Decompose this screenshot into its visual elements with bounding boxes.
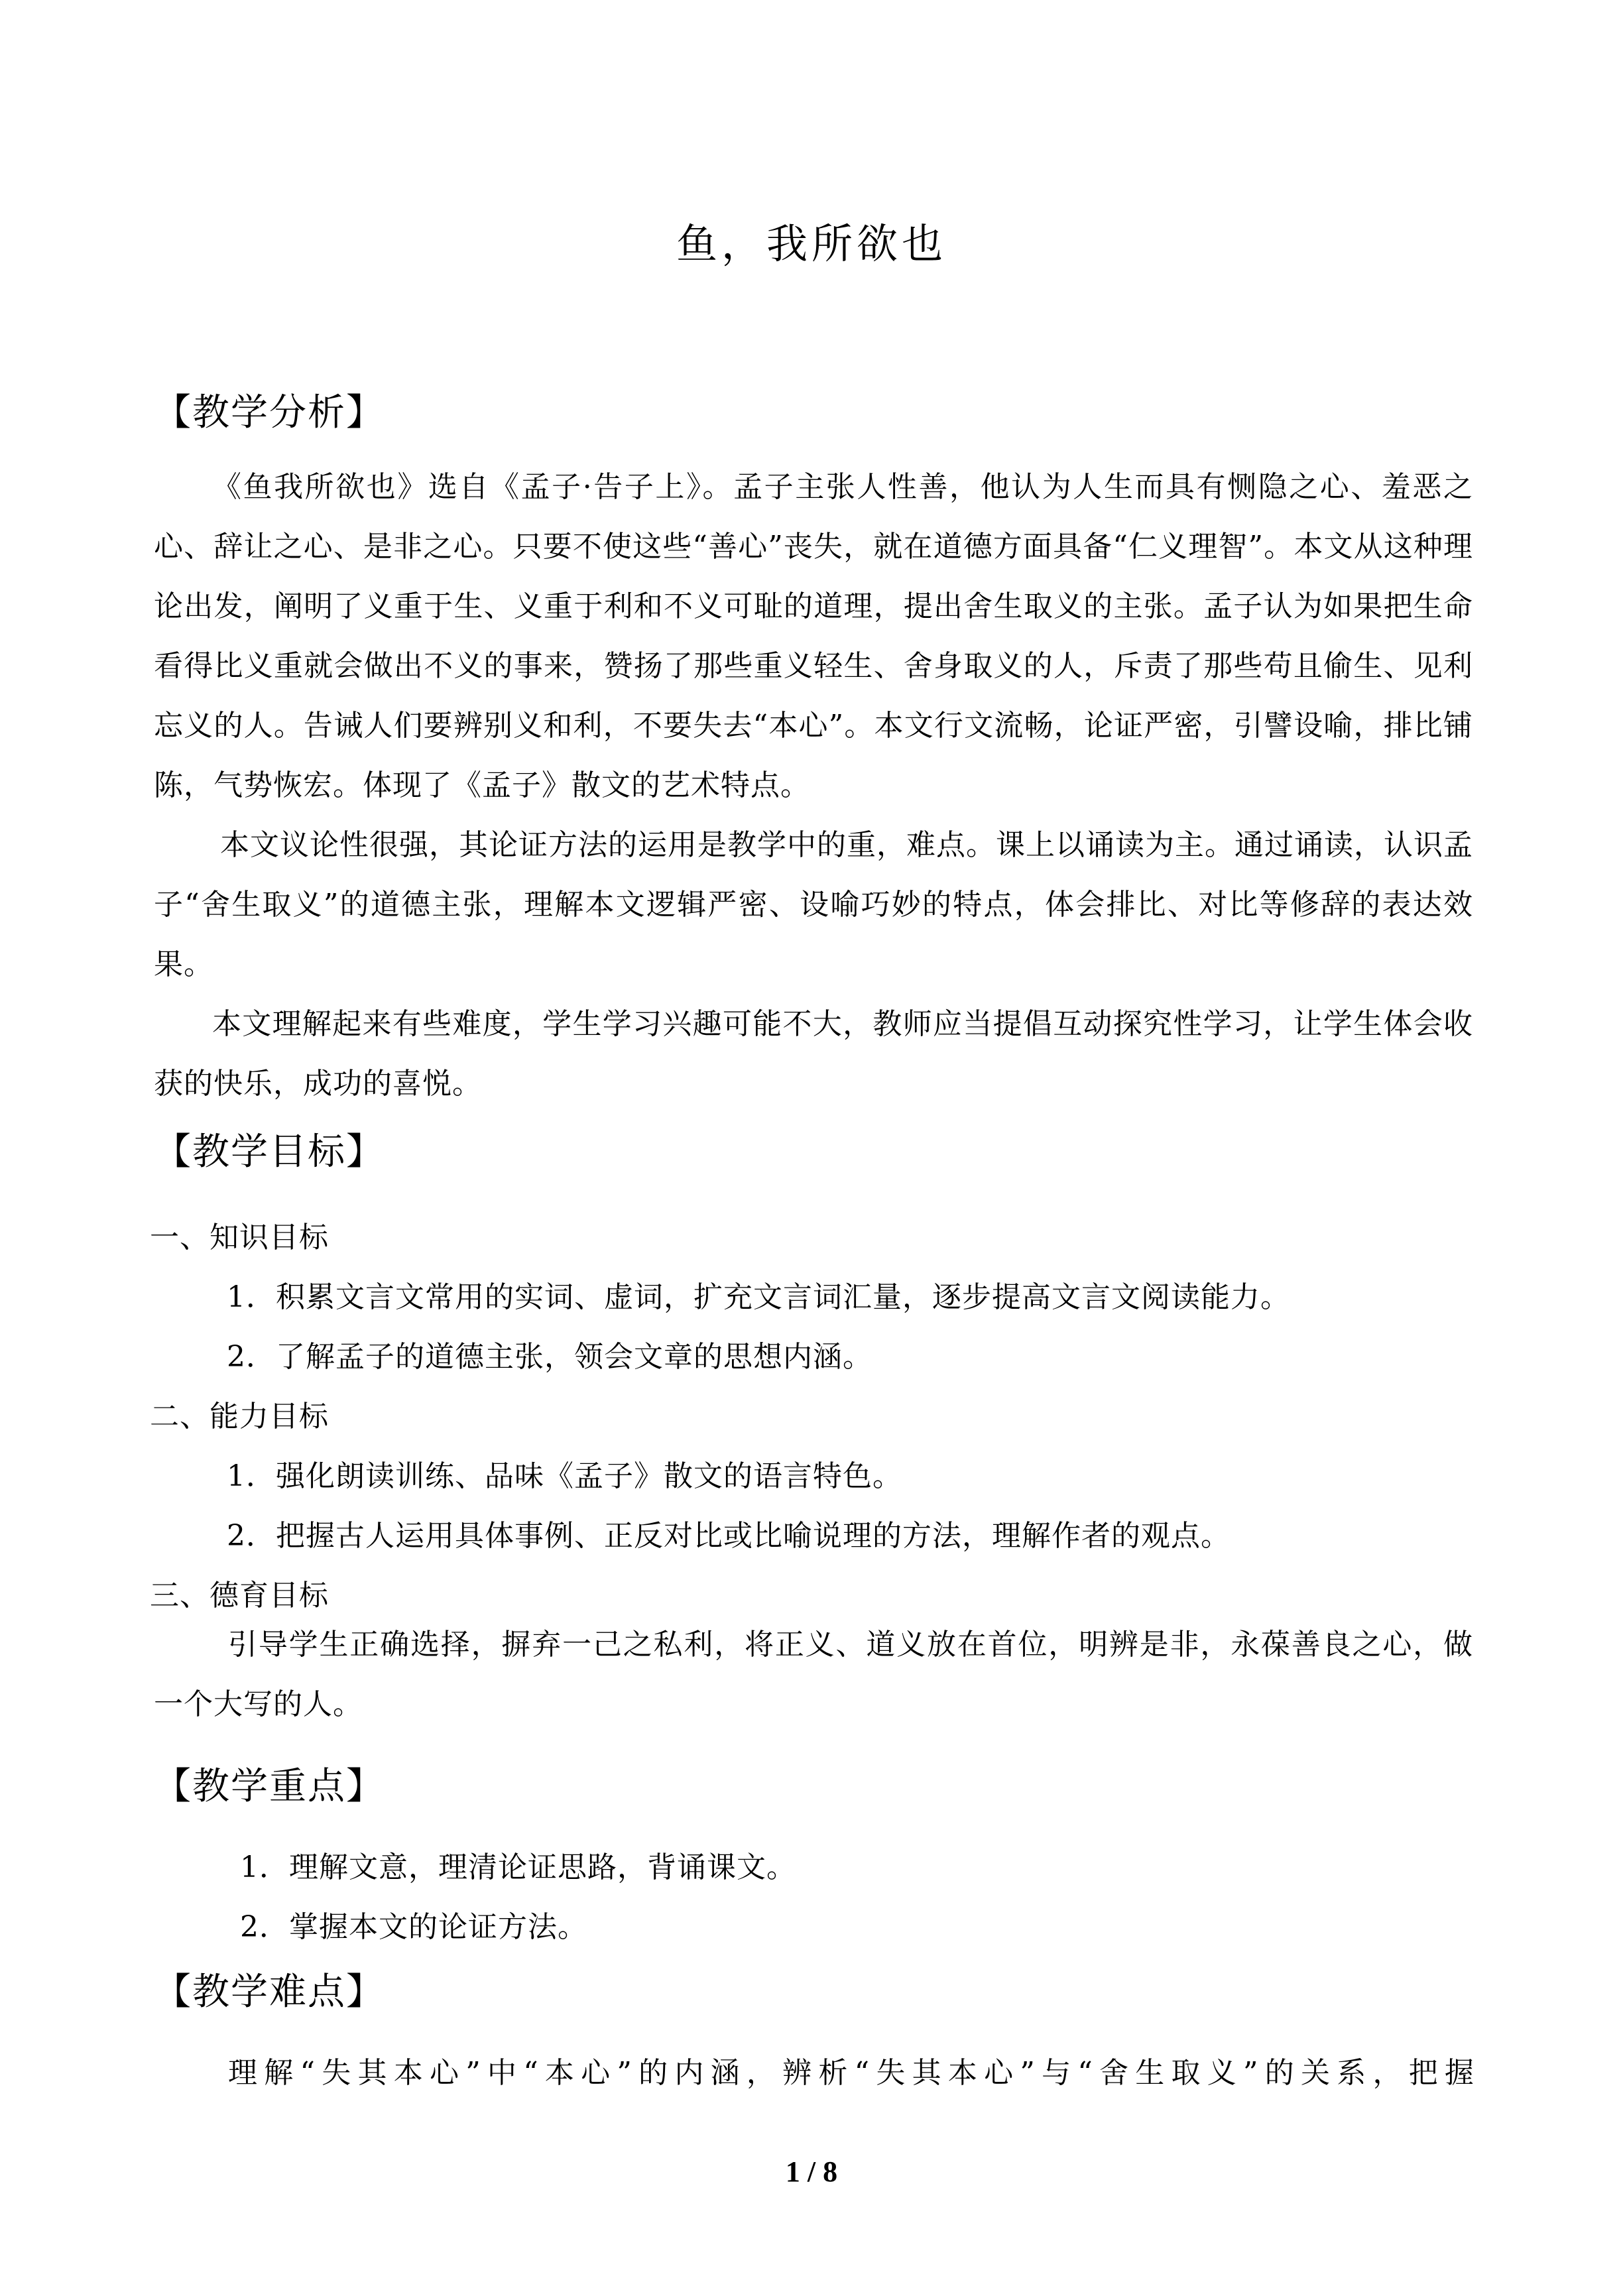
analysis-paragraph-3: 本文理解起来有些难度，学生学习兴趣可能不大，教师应当提倡互动探究性学习，让学生体会收获的快乐，成功的喜悦。 (154, 1007, 1473, 1101)
knowledge-goal-title: 一、知识目标 (150, 1221, 329, 1254)
analysis-paragraph-1: 《鱼我所欲也》选自《孟子·告子上》。孟子主张人性善，他认为人生而具有恻隐之心、羞恶之心、辞让之心、是非之心。只要不使这些“善心”丧失，就在道德方面具备“仁义理智”。本文从这种理论出发，阐明了义重于生、义重于利和不义可耻的道理，提出舍生取义的主张。孟子认为如果把生命看得比义重就会做出不义的事来，赞扬了那些重义轻生、舍身取义的人，斥责了那些苟且偷生、见利忘义的人。告诫人们要辨别义和利，不要失去“本心”。本文行文流畅，论证严密，引譬设喻，排比铺陈，气势恢宏。体现了《孟子》散文的艺术特点。 (154, 470, 1473, 802)
section-heading-keypoints: 【教学重点】 (154, 1765, 385, 1808)
section-heading-difficulties: 【教学难点】 (154, 1970, 385, 2014)
keypoint-item-2: 2．掌握本文的论证方法。 (240, 1910, 587, 1944)
ability-goal-title: 二、能力目标 (150, 1400, 329, 1433)
section-heading-analysis: 【教学分析】 (154, 391, 385, 434)
ability-goal-item-2: 2．把握古人运用具体事例、正反对比或比喻说理的方法，理解作者的观点。 (227, 1519, 1231, 1553)
page-title: 鱼，我所欲也 (676, 219, 947, 268)
analysis-paragraph-2: 本文议论性很强，其论证方法的运用是教学中的重，难点。课上以诵读为主。通过诵读，认识孟子“舍生取义”的道德主张，理解本文逻辑严密、设喻巧妙的特点，体会排比、对比等修辞的表达效果。 (154, 828, 1473, 981)
knowledge-goal-item-1: 1．积累文言文常用的实词、虚词，扩充文言词汇量，逐步提高文言文阅读能力。 (227, 1280, 1290, 1314)
moral-goal-text: 引导学生正确选择，摒弃一己之私利，将正义、道义放在首位，明辨是非，永葆善良之心，做一个大写的人。 (154, 1628, 1473, 1721)
ability-goal-item-1: 1．强化朗读训练、品味《孟子》散文的语言特色。 (227, 1459, 902, 1493)
page-number: 1 / 8 (785, 2155, 838, 2188)
keypoint-item-1: 1．理解文意，理清论证思路，背诵课文。 (240, 1850, 796, 1884)
difficulty-text: 理解“失其本心”中“本心”的内涵，辨析“失其本心”与“舍生取义”的关系，把握 (228, 2056, 1474, 2090)
moral-goal-title: 三、德育目标 (150, 1579, 329, 1612)
knowledge-goal-item-2: 2．了解孟子的道德主张，领会文章的思想内涵。 (227, 1340, 872, 1374)
section-heading-goals: 【教学目标】 (154, 1130, 385, 1174)
